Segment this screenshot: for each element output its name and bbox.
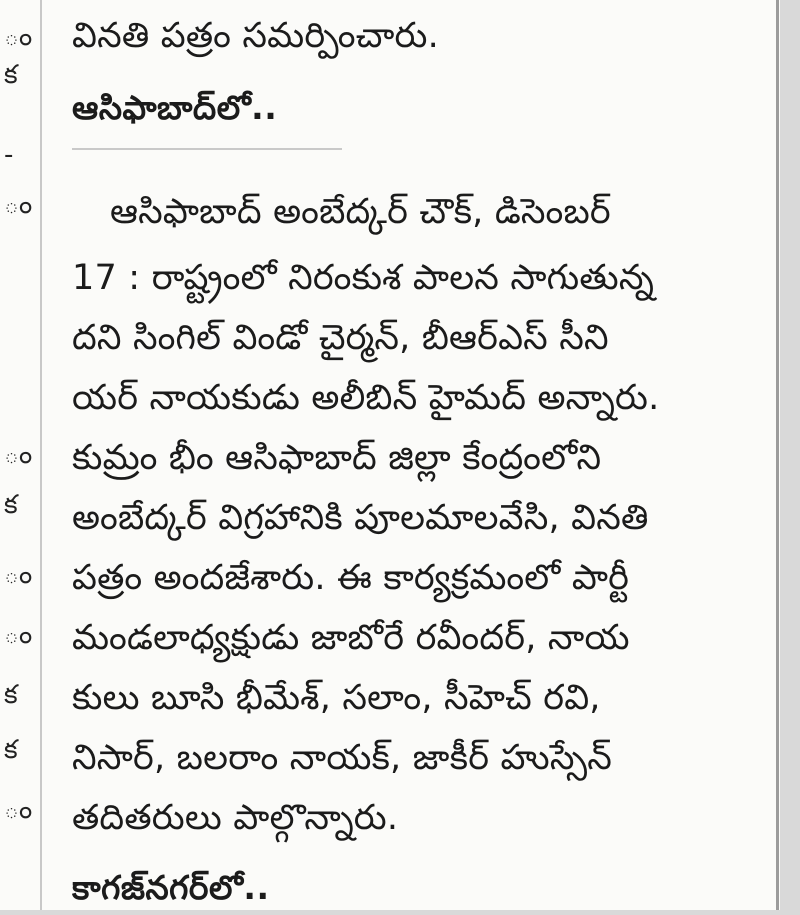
paragraph-line: అంబేద్కర్ విగ్రహానికి పూలమాలవేసి, వినతి bbox=[72, 498, 649, 538]
glyph: ం bbox=[4, 22, 33, 52]
news-article bbox=[72, 0, 762, 910]
paragraph-line: పత్రం అందజేశారు. ఈ కార్యక్రమంలో పార్టీ bbox=[72, 558, 630, 598]
paragraph-line: నిసార్, బలరాం నాయక్, జాకీర్ హుస్సేన్ bbox=[72, 738, 613, 778]
paragraph-line: తదితరులు పాల్గొన్నారు. bbox=[72, 798, 399, 838]
paragraph-line: దని సింగిల్ విండో చైర్మన్, బీఆర్‌ఎస్ సీని bbox=[72, 318, 609, 358]
heading-underline bbox=[72, 148, 342, 150]
paragraph-line: 17 : రాష్ట్రంలో నిరంకుశ పాలన సాగుతున్న bbox=[72, 258, 655, 298]
paragraph-line: మండలాధ్యక్షుడు జాబోరే రవీందర్, నాయ bbox=[72, 618, 630, 658]
adjacent-column-fragment bbox=[0, 0, 42, 910]
paragraph-line: యర్ నాయకుడు అలీబిన్ హైమద్ అన్నారు. bbox=[72, 378, 660, 418]
glyph: - bbox=[4, 140, 14, 170]
paragraph-line: ఆసిఫాబాద్ అంబేద్కర్ చౌక్, డిసెంబర్ bbox=[110, 192, 611, 232]
glyph: ం bbox=[4, 620, 33, 650]
glyph: క bbox=[4, 735, 18, 765]
glyph: క bbox=[4, 60, 18, 90]
glyph: ం bbox=[4, 795, 33, 825]
glyph: క bbox=[4, 680, 18, 710]
glyph: ం bbox=[4, 190, 33, 220]
column-border bbox=[776, 0, 779, 910]
paragraph-line: కులు బూసి భీమేశ్, సలాం, సీహెచ్ రవి, bbox=[72, 678, 601, 718]
section-heading-asifabad: ఆసిఫాబాద్‌లో.. bbox=[72, 88, 278, 127]
glyph: క bbox=[4, 490, 18, 520]
paragraph-line: కుమ్రం భీం ఆసిఫాబాద్ జిల్లా కేంద్రంలోని bbox=[72, 438, 602, 478]
article-top-fragment: వినతి పత్రం సమర్పించారు. bbox=[72, 16, 439, 56]
section-heading-kagaznagar: కాగజ్‌నగర్‌లో.. bbox=[72, 868, 270, 907]
glyph: ం bbox=[4, 440, 33, 470]
glyph: ం bbox=[4, 560, 33, 590]
